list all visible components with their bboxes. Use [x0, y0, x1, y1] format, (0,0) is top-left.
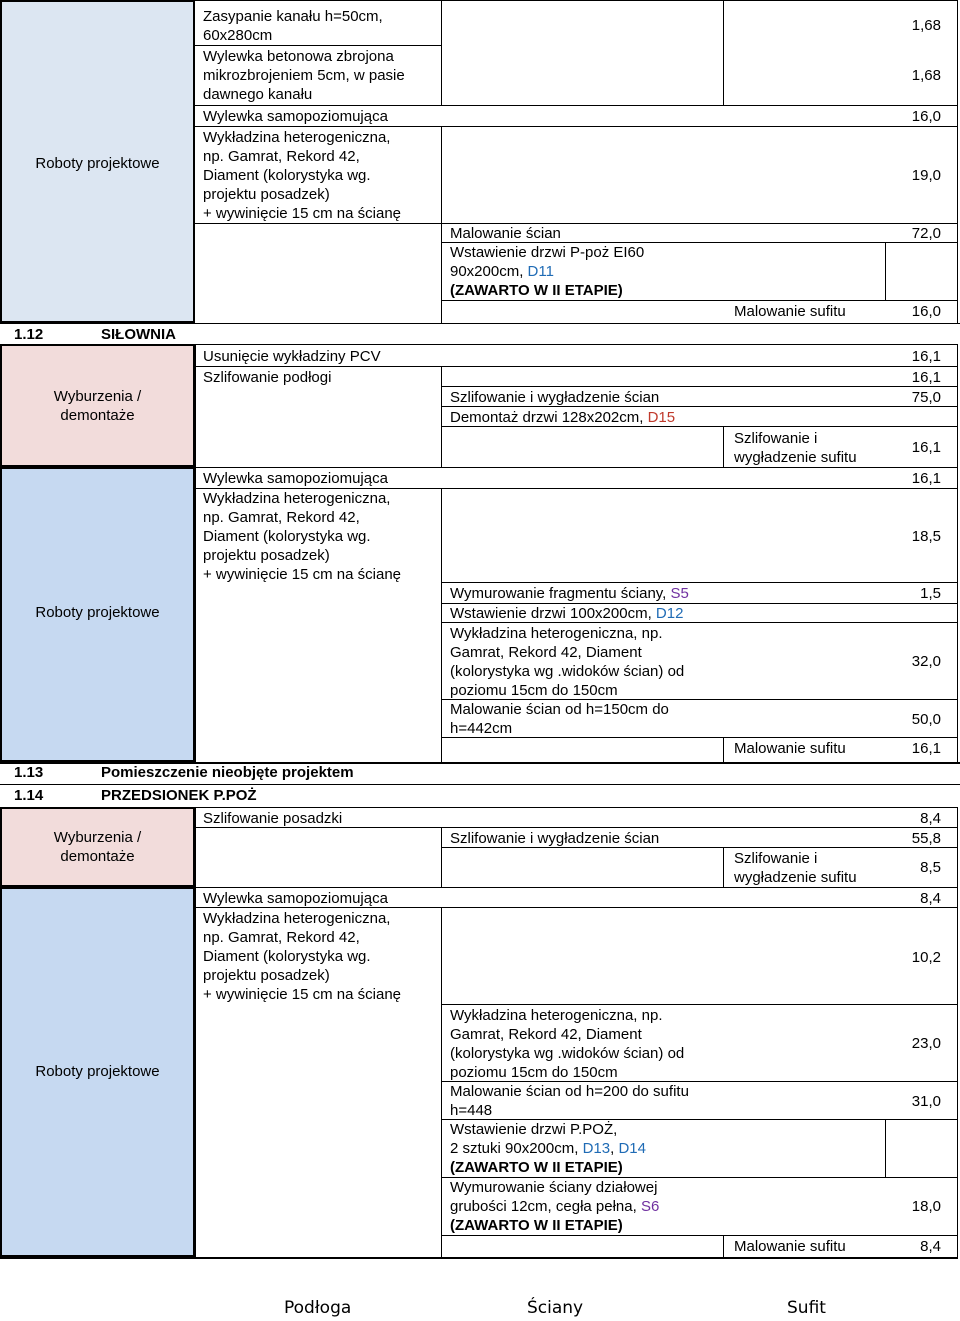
section-title-112: SIŁOWNIA — [101, 326, 176, 343]
walls-item-qty: 32,0 — [911, 653, 941, 670]
walls-item-text: Szlifowanie i wygładzenie ścian — [450, 830, 660, 847]
footer-label-ceiling: Sufit — [787, 1298, 826, 1318]
grid-line — [0, 1257, 958, 1259]
floor-item-text: Wylewka betonowa zbrojona mikrozbrojeniem 5cm, w pasie dawnego kanału — [203, 48, 405, 103]
walls-item-qty: 50,0 — [911, 711, 941, 728]
ceiling-item-text: Malowanie sufitu — [734, 303, 846, 320]
grid-line — [723, 0, 724, 105]
floor-item-qty: 16,1 — [911, 470, 941, 487]
floor-item-text: Wylewka samopoziomująca — [203, 890, 388, 907]
footer-label-walls: Ściany — [527, 1298, 584, 1318]
floor-item-text: Szlifowanie posadzki — [203, 810, 343, 827]
grid-line — [885, 1119, 886, 1177]
walls-item-qty: 72,0 — [911, 225, 941, 242]
grid-line — [441, 1004, 958, 1005]
grid-line — [441, 488, 442, 762]
walls-item-text: Wstawienie drzwi P.POŻ, 2 sztuki 90x200cm, D13, D14 (ZAWARTO W II ETAPIE) — [450, 1121, 646, 1176]
floor-item-text: Zasypanie kanału h=50cm, 60x280cm — [203, 8, 383, 44]
walls-item-text: Wymurowanie ściany działowej grubości 12cm, cegła pełna, S6 (ZAWARTO W II ETAPIE) — [450, 1179, 660, 1234]
stage-note: (ZAWARTO W II ETAPIE) — [450, 1217, 623, 1234]
grid-line — [195, 344, 958, 345]
ceiling-item-qty: 16,0 — [911, 303, 941, 320]
section-number-114: 1.14 — [14, 787, 44, 804]
walls-item-text: Wstawienie drzwi P-poż EI60 90x200cm, D11 (ZAWARTO W II ETAPIE) — [450, 244, 645, 299]
grid-line — [195, 0, 958, 1]
grid-line — [195, 807, 196, 1257]
section-number-113: 1.13 — [14, 764, 44, 781]
walls-item-qty: 31,0 — [911, 1093, 941, 1110]
floor-item-qty: 16,1 — [911, 348, 941, 365]
grid-line — [195, 45, 441, 46]
ceiling-item-text: Szlifowanie i wygładzenie sufitu — [734, 850, 857, 886]
grid-line — [195, 223, 441, 224]
grid-line — [195, 366, 958, 367]
grid-line — [195, 887, 958, 888]
walls-item-qty: 75,0 — [911, 389, 941, 406]
grid-line — [195, 105, 958, 106]
walls-item-text: Malowanie ścian od h=150cm do h=442cm — [450, 701, 669, 737]
floor-item-qty: 1,68 — [911, 17, 941, 34]
door-code: D14 — [618, 1140, 646, 1157]
grid-line — [441, 223, 442, 323]
floor-item-text: Usunięcie wykładziny PCV — [203, 348, 381, 365]
footer-label-floor: Podłoga — [284, 1298, 352, 1318]
walls-item-text: Wstawienie drzwi 100x200cm, D12 — [450, 605, 684, 622]
walls-item-text: Wymurowanie fragmentu ściany, S5 — [450, 585, 689, 602]
floor-item-text: Wykładzina heterogeniczna, np. Gamrat, Rekord 42, Diament (kolorystyka wg. projektu posadzek) + wywinięcie 15 cm na ścianę — [203, 129, 402, 222]
door-code: D13 — [582, 1140, 611, 1157]
grid-line — [441, 907, 442, 1257]
walls-item-text: Wykładzina heterogeniczna, np. Gamrat, Rekord 42, Diament (kolorystyka wg .widoków ścian) od poziomu 15cm do 150cm — [450, 1007, 685, 1081]
grid-line — [441, 1235, 958, 1236]
section-number-112: 1.12 — [14, 326, 44, 343]
wall-code: S6 — [640, 1198, 660, 1215]
category-label-demolition-114: Wyburzenia / demontaże — [53, 829, 142, 865]
walls-item-qty: 1,5 — [920, 585, 941, 602]
grid-line — [441, 126, 442, 223]
floor-item-qty: 8,4 — [920, 890, 941, 907]
section-title-114: PRZEDSIONEK P.POŻ — [101, 787, 257, 804]
ceiling-item-qty: 8,5 — [920, 859, 941, 876]
grid-line — [957, 807, 958, 1257]
grid-line — [195, 126, 958, 127]
floor-item-qty: 19,0 — [911, 167, 941, 184]
wall-code: S5 — [670, 585, 689, 602]
grid-line — [441, 827, 442, 887]
category-label-demolition-112: Wyburzenia / demontaże — [53, 388, 142, 424]
ceiling-item-qty: 8,4 — [920, 1238, 941, 1255]
grid-line — [195, 807, 958, 808]
grid-line — [723, 1235, 724, 1257]
door-code: D12 — [655, 605, 684, 622]
grid-line — [723, 426, 724, 467]
walls-item-text: Wykładzina heterogeniczna, np. Gamrat, Rekord 42, Diament (kolorystyka wg .widoków ścian) od poziomu 15cm do 150cm — [450, 625, 685, 699]
grid-line — [957, 0, 958, 323]
grid-line — [723, 847, 724, 887]
floor-item-qty: 18,5 — [911, 528, 941, 545]
ceiling-item-qty: 16,1 — [911, 439, 941, 456]
floor-item-text: Wykładzina heterogeniczna, np. Gamrat, Rekord 42, Diament (kolorystyka wg. projektu posadzek) + wywinięcie 15 cm na ścianę — [203, 490, 402, 583]
floor-item-text: Szlifowanie podłogi — [203, 369, 332, 386]
grid-line — [195, 467, 958, 468]
walls-item-text: Malowanie ścian od h=200 do sufitu h=448 — [450, 1083, 689, 1119]
walls-item-qty: 23,0 — [911, 1035, 941, 1052]
grid-line — [441, 386, 958, 387]
grid-line — [885, 242, 886, 300]
grid-line — [441, 0, 442, 105]
ceiling-item-qty: 16,1 — [911, 740, 941, 757]
floor-item-qty: 10,2 — [911, 949, 941, 966]
walls-item-qty: 55,8 — [911, 830, 941, 847]
walls-item-text: Szlifowanie i wygładzenie ścian — [450, 389, 660, 406]
category-label-robots-114: Roboty projektowe — [35, 1063, 160, 1080]
stage-note: (ZAWARTO W II ETAPIE) — [450, 1159, 623, 1176]
grid-line — [195, 344, 196, 762]
floor-item-text: Wylewka samopoziomująca — [203, 108, 388, 125]
floor-item-qty: 8,4 — [920, 810, 941, 827]
floor-item-text: Wylewka samopoziomująca — [203, 470, 388, 487]
walls-item-text: Malowanie ścian — [450, 225, 561, 242]
floor-item-qty: 16,0 — [911, 108, 941, 125]
category-label-robots-a: Roboty projektowe — [35, 155, 160, 172]
category-label-robots-112: Roboty projektowe — [35, 604, 160, 621]
door-code: D15 — [647, 409, 676, 426]
ceiling-item-text: Malowanie sufitu — [734, 1238, 846, 1255]
ceiling-item-text: Szlifowanie i wygładzenie sufitu — [734, 430, 857, 466]
grid-line — [723, 737, 724, 762]
grid-line — [441, 582, 958, 583]
walls-item-text: Demontaż drzwi 128x202cm, D15 — [450, 409, 676, 426]
stage-note: (ZAWARTO W II ETAPIE) — [450, 282, 623, 299]
grid-line — [441, 366, 442, 467]
door-code: D11 — [527, 263, 554, 280]
floor-item-qty: 16,1 — [911, 369, 941, 386]
walls-item-qty: 18,0 — [911, 1198, 941, 1215]
section-title-113: Pomieszczenie nieobjęte projektem — [101, 764, 354, 781]
grid-line — [441, 300, 958, 301]
floor-item-text: Wykładzina heterogeniczna, np. Gamrat, Rekord 42, Diament (kolorystyka wg. projektu posadzek) + wywinięcie 15 cm na ścianę — [203, 910, 402, 1003]
floor-item-qty: 1,68 — [911, 67, 941, 84]
ceiling-item-text: Malowanie sufitu — [734, 740, 846, 757]
